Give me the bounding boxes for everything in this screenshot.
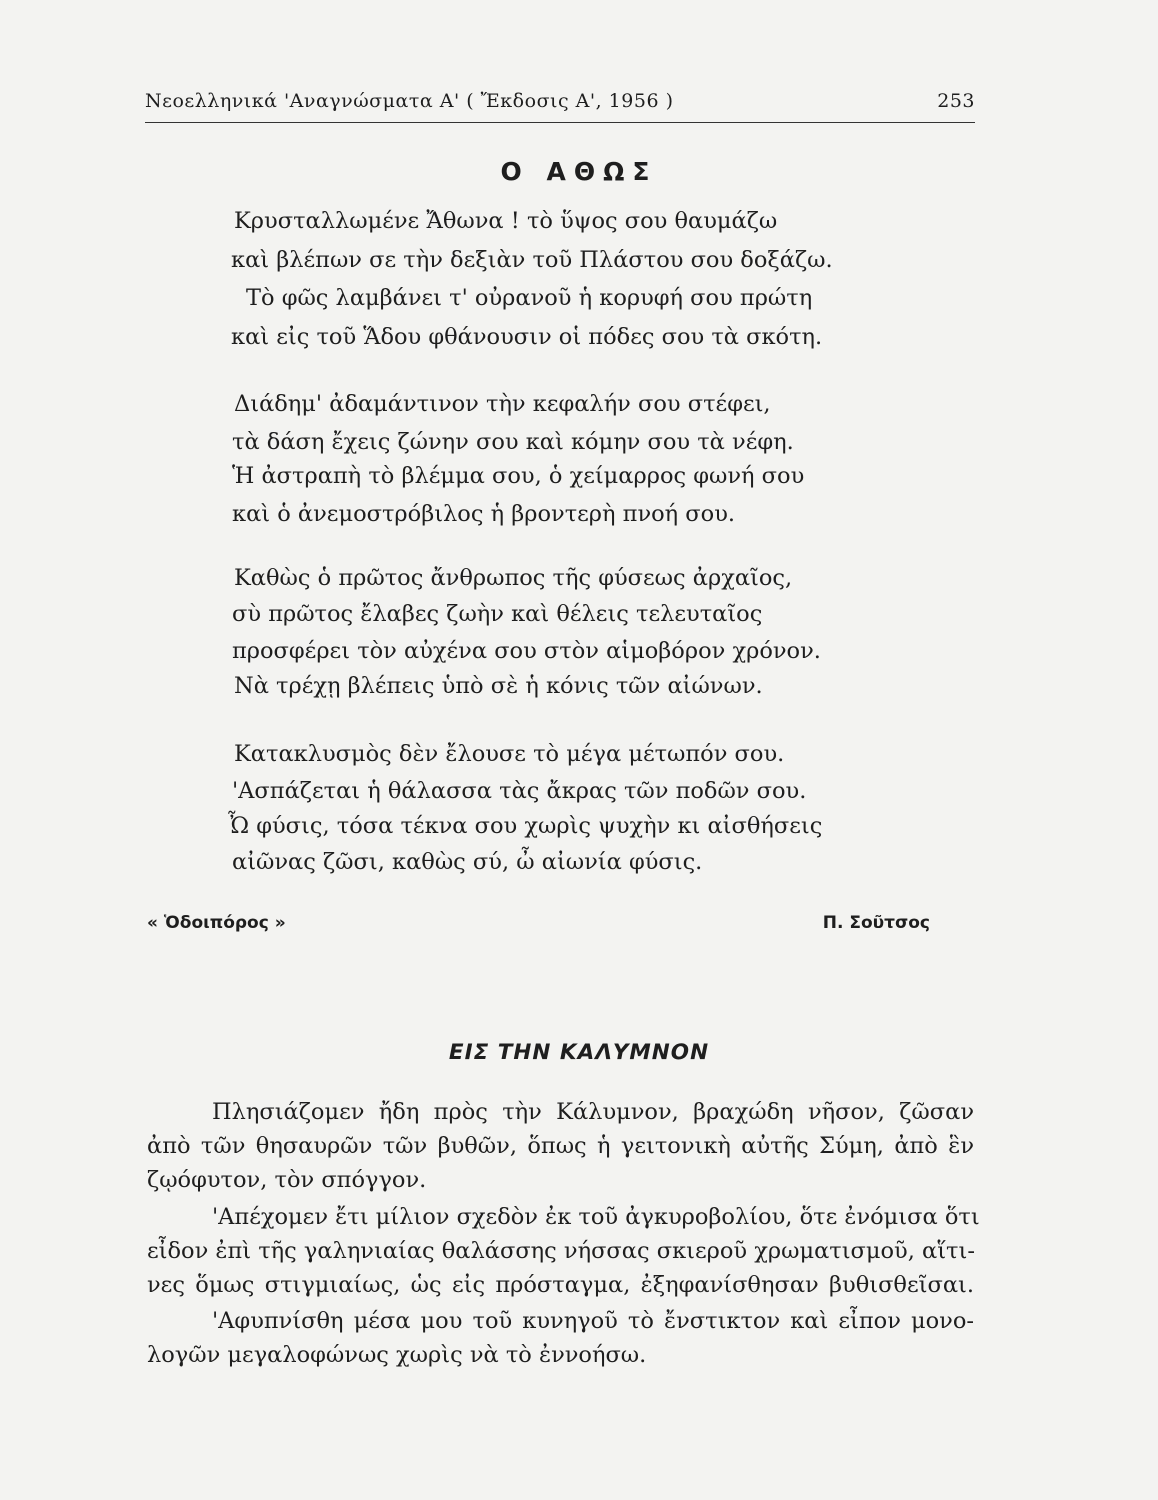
poem-line: καὶ ὁ ἀνεμοστρόβιλος ἡ βροντερὴ πνοή σου. (232, 501, 736, 527)
poem-title: Ο ΑΘΩΣ (500, 157, 658, 186)
poem-line: Νὰ τρέχῃ βλέπεις ὑπὸ σὲ ἡ κόνις τῶν αἰώνων. (234, 673, 763, 699)
poem-line: καὶ εἰς τοῦ Ἅδου φθάνουσιν οἱ πόδες σου τὰ σκότη. (231, 324, 823, 350)
poem-line: Ὦ φύσις, τόσα τέκνα σου χωρὶς ψυχὴν κι αἰσθήσεις (228, 813, 823, 839)
prose-line: λογῶν μεγαλοφώνως χωρὶς νὰ τὸ ἐννοήσω. (147, 1342, 647, 1368)
poem-author: Π. Σοῦτσος (822, 913, 930, 933)
running-title: Νεοελληνικά 'Αναγνώσματα Α' ( Ἔκδοσις Α', 1956 ) (145, 90, 674, 112)
poem-line: σὺ πρῶτος ἔλαβες ζωὴν καὶ θέλεις τελευταῖος (232, 601, 763, 627)
header-rule (145, 122, 975, 123)
poem-line: Κρυσταλλωμένε Ἄθωνα ! τὸ ὕψος σου θαυμάζω (234, 208, 778, 234)
poem-line: αἰῶνας ζῶσι, καθὼς σύ, ὦ αἰωνία φύσις. (232, 849, 703, 875)
poem-line: προσφέρει τὸν αὐχένα σου στὸν αἱμοβόρον χρόνον. (232, 638, 821, 664)
prose-line: εἶδον ἐπὶ τῆς γαληνιαίας θαλάσσης νήσσας σκιεροῦ χρωματισμοῦ, αἵτι- (147, 1238, 975, 1264)
prose-line: 'Απέχομεν ἔτι μίλιον σχεδὸν ἐκ τοῦ ἀγκυροβολίου, ὅτε ἐνόμισα ὅτι (212, 1204, 980, 1230)
prose-line: 'Αφυπνίσθη μέσα μου τοῦ κυνηγοῦ τὸ ἔνστικτον καὶ εἶπον μονο- (212, 1308, 974, 1334)
poem-source: « Ὁδοιπόρος » (147, 913, 286, 933)
prose-line: νες ὅμως στιγμιαίως, ὡς εἰς πρόσταγμα, ἐξηφανίσθησαν βυθισθεῖσαι. (147, 1272, 974, 1298)
poem-line: 'Ασπάζεται ἡ θάλασσα τὰς ἄκρας τῶν ποδῶν σου. (232, 778, 807, 804)
poem-line: Διάδημ' ἀδαμάντινον τὴν κεφαλήν σου στέφει, (234, 391, 771, 417)
poem-line: Καθὼς ὁ πρῶτος ἄνθρωπος τῆς φύσεως ἀρχαῖος, (234, 565, 793, 591)
running-header (145, 90, 975, 112)
poem-line: καὶ βλέπων σε τὴν δεξιὰν τοῦ Πλάστου σου δοξάζω. (231, 247, 833, 273)
page-number: 253 (937, 90, 975, 112)
poem-line: Κατακλυσμὸς δὲν ἔλουσε τὸ μέγα μέτωπόν σου. (234, 741, 785, 767)
poem-line: Τὸ φῶς λαμβάνει τ' οὐρανοῦ ἡ κορυφή σου πρώτη (246, 285, 813, 311)
prose-line: ζῳόφυτον, τὸν σπόγγον. (147, 1167, 427, 1193)
prose-line: Πλησιάζομεν ἤδη πρὸς τὴν Κάλυμνον, βραχώδη νῆσον, ζῶσαν (212, 1099, 974, 1125)
poem-line: Ἡ ἀστραπὴ τὸ βλέμμα σου, ὁ χείμαρρος φωνή σου (232, 463, 805, 489)
prose-line: ἀπὸ τῶν θησαυρῶν τῶν βυθῶν, ὅπως ἡ γειτονικὴ αὐτῆς Σύμη, ἀπὸ ἓν (147, 1133, 974, 1159)
poem-line: τὰ δάση ἔχεις ζώνην σου καὶ κόμην σου τὰ νέφη. (232, 429, 794, 455)
prose-title: ΕΙΣ ΤΗΝ ΚΑΛΥΜΝΟΝ (448, 1040, 710, 1065)
